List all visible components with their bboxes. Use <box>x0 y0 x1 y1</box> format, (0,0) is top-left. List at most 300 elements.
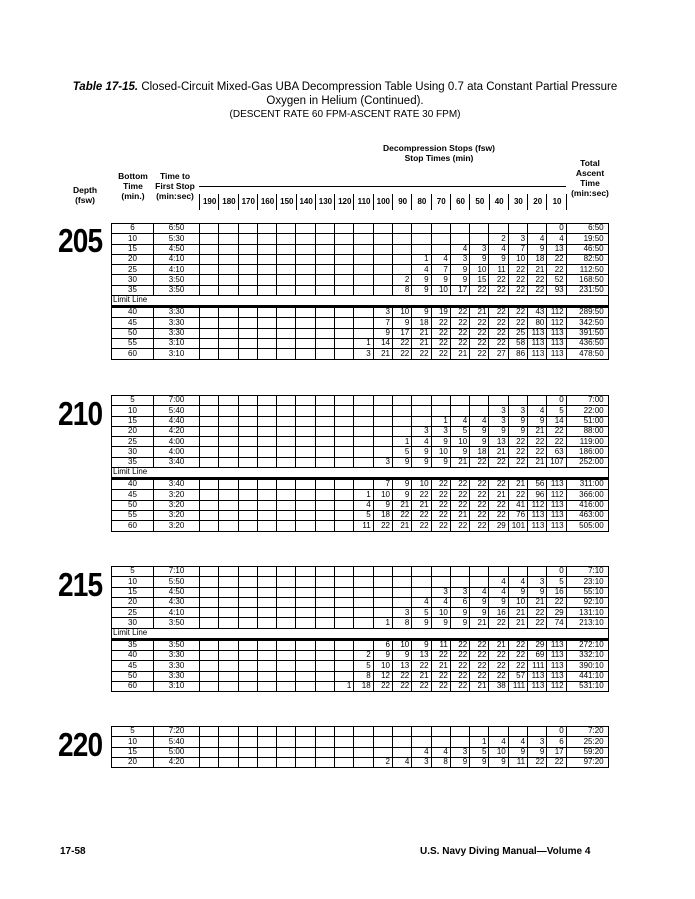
stop-time-cell: 18 <box>470 447 489 457</box>
stop-time-cell: 22 <box>470 500 489 510</box>
stop-time-cell: 9 <box>470 608 489 618</box>
depth-label: 220 <box>58 726 103 763</box>
stop-time-cell <box>335 587 354 597</box>
stop-time-cell <box>200 639 219 650</box>
stop-time-cell <box>373 597 392 607</box>
stop-time-cell <box>219 671 238 681</box>
first-stop-cell: 4:10 <box>154 254 200 264</box>
stop-time-cell <box>219 500 238 510</box>
stop-time-cell <box>257 587 276 597</box>
stop-time-cell <box>296 244 315 254</box>
total-ascent-cell: 441:10 <box>566 671 608 681</box>
table-row <box>112 500 609 510</box>
stop-time-cell <box>238 661 257 671</box>
stop-time-cell: 8 <box>392 618 411 628</box>
stop-time-cell: 86 <box>508 349 527 359</box>
stop-time-cell: 113 <box>547 338 566 348</box>
stop-time-cell <box>335 244 354 254</box>
first-stop-cell: 3:10 <box>154 349 200 359</box>
stop-time-cell <box>335 510 354 520</box>
stop-time-cell <box>200 396 219 406</box>
stop-time-cell: 2 <box>354 651 373 661</box>
stop-time-cell: 4 <box>508 737 527 747</box>
stop-time-cell <box>373 254 392 264</box>
stop-time-cell <box>354 426 373 436</box>
stop-time-cell: 4 <box>412 437 431 447</box>
stop-time-cell <box>296 651 315 661</box>
stop-time-cell: 9 <box>431 618 450 628</box>
stop-time-cell <box>296 577 315 587</box>
stop-time-cell <box>431 727 450 737</box>
first-stop-cell: 3:20 <box>154 510 200 520</box>
stop-time-cell <box>296 234 315 244</box>
stop-time-cell <box>412 737 431 747</box>
stop-time-cell <box>257 479 276 490</box>
stop-time-cell: 22 <box>547 265 566 275</box>
stop-time-cell <box>470 224 489 234</box>
stop-time-cell: 113 <box>547 500 566 510</box>
stop-time-cell: 22 <box>373 521 392 531</box>
total-ascent-cell: 55:10 <box>566 587 608 597</box>
stop-time-cell: 0 <box>547 567 566 577</box>
stop-time-cell: 9 <box>431 457 450 467</box>
stop-time-cell: 4 <box>431 747 450 757</box>
stop-time-cell <box>200 671 219 681</box>
stop-time-cell: 4 <box>450 244 469 254</box>
stop-time-cell: 22 <box>508 661 527 671</box>
stop-time-cell <box>315 426 334 436</box>
stop-time-cell <box>257 618 276 628</box>
stop-time-cell <box>412 406 431 416</box>
stop-time-cell <box>238 285 257 295</box>
table-row <box>112 234 609 244</box>
stop-header-130: 130 <box>315 194 335 210</box>
stop-time-cell <box>335 437 354 447</box>
stop-time-cell: 9 <box>508 587 527 597</box>
first-stop-cell: 3:40 <box>154 479 200 490</box>
stop-time-cell <box>257 747 276 757</box>
first-stop-cell: 3:40 <box>154 457 200 467</box>
stop-time-cell <box>296 597 315 607</box>
table-row <box>112 416 609 426</box>
stop-time-cell <box>200 244 219 254</box>
stop-time-cell: 17 <box>547 747 566 757</box>
stop-time-cell <box>238 737 257 747</box>
stop-time-cell <box>257 639 276 650</box>
stop-time-cell: 1 <box>335 681 354 691</box>
stop-time-cell <box>450 567 469 577</box>
stop-time-cell: 11 <box>354 521 373 531</box>
stop-time-cell <box>296 639 315 650</box>
stop-time-cell <box>412 416 431 426</box>
stop-time-cell <box>315 608 334 618</box>
stop-time-cell: 113 <box>528 349 547 359</box>
total-ascent-cell: 391:50 <box>566 328 608 338</box>
stop-time-cell <box>219 639 238 650</box>
stop-time-cell: 9 <box>489 254 508 264</box>
bottom-time-cell: 40 <box>112 651 154 661</box>
stop-time-cell <box>392 587 411 597</box>
stop-time-cell: 22 <box>528 618 547 628</box>
stop-time-cell: 22 <box>470 661 489 671</box>
first-stop-cell: 3:50 <box>154 639 200 650</box>
total-ascent-cell: 505:00 <box>566 521 608 531</box>
stop-time-cell <box>392 234 411 244</box>
stop-time-cell <box>373 416 392 426</box>
stop-time-cell: 22 <box>489 651 508 661</box>
stop-time-cell <box>354 757 373 767</box>
stop-time-cell: 22 <box>392 671 411 681</box>
stop-time-cell: 10 <box>431 447 450 457</box>
stop-time-cell <box>277 661 296 671</box>
stop-time-cell: 10 <box>431 608 450 618</box>
stop-time-cell <box>315 521 334 531</box>
stop-time-cell <box>392 244 411 254</box>
stop-time-cell <box>354 406 373 416</box>
stop-time-cell <box>296 757 315 767</box>
stop-time-cell <box>219 265 238 275</box>
stop-time-cell <box>238 618 257 628</box>
stop-time-cell: 101 <box>508 521 527 531</box>
stop-time-cell <box>315 285 334 295</box>
stop-time-cell <box>335 597 354 607</box>
stop-time-cell: 9 <box>392 318 411 328</box>
stop-time-cell <box>296 727 315 737</box>
bottom-time-cell: 30 <box>112 618 154 628</box>
stop-time-cell <box>238 681 257 691</box>
stop-time-cell: 22 <box>547 426 566 436</box>
stop-time-cell <box>373 587 392 597</box>
stop-time-cell: 112 <box>528 500 547 510</box>
stop-time-cell: 13 <box>392 661 411 671</box>
stop-time-cell <box>315 651 334 661</box>
total-ascent-cell: 119:00 <box>566 437 608 447</box>
first-stop-cell: 4:10 <box>154 265 200 275</box>
stop-time-cell <box>335 500 354 510</box>
stop-time-cell <box>315 244 334 254</box>
header-stops-title: Decompression Stops (fsw) Stop Times (min) <box>383 143 495 163</box>
stop-time-cell <box>257 437 276 447</box>
stop-time-cell <box>200 234 219 244</box>
stop-time-cell: 29 <box>528 639 547 650</box>
stop-time-cell <box>200 757 219 767</box>
first-stop-cell: 4:00 <box>154 437 200 447</box>
header-bottom-time: Bottom Time (min.) <box>118 171 148 201</box>
stop-time-cell <box>335 396 354 406</box>
stop-time-cell <box>277 318 296 328</box>
stop-time-cell <box>238 521 257 531</box>
bottom-time-cell: 50 <box>112 328 154 338</box>
title-line-3: (DESCENT RATE 60 FPM-ASCENT RATE 30 FPM) <box>229 109 461 120</box>
first-stop-cell: 7:10 <box>154 567 200 577</box>
stop-time-cell: 16 <box>547 587 566 597</box>
stop-time-cell <box>219 577 238 587</box>
stop-time-cell: 111 <box>508 681 527 691</box>
stop-time-cell: 22 <box>547 437 566 447</box>
stop-time-cell <box>238 577 257 587</box>
stop-time-cell <box>238 490 257 500</box>
stop-time-cell <box>238 671 257 681</box>
stop-time-cell <box>296 254 315 264</box>
stop-time-cell <box>315 577 334 587</box>
stop-time-cell <box>219 727 238 737</box>
stop-time-cell <box>354 608 373 618</box>
stop-time-cell <box>450 234 469 244</box>
stop-time-cell <box>200 651 219 661</box>
stop-time-cell <box>238 639 257 650</box>
stop-time-cell <box>277 426 296 436</box>
stop-time-cell <box>200 328 219 338</box>
table-row <box>112 757 609 767</box>
stop-time-cell: 4 <box>412 597 431 607</box>
stop-time-cell: 4 <box>431 597 450 607</box>
stop-time-cell <box>219 307 238 318</box>
stop-time-cell: 5 <box>354 661 373 671</box>
stop-time-cell <box>431 234 450 244</box>
stop-time-cell <box>354 307 373 318</box>
stop-time-cell <box>373 437 392 447</box>
table-row <box>112 490 609 500</box>
stop-time-cell: 5 <box>450 426 469 436</box>
stop-time-cell <box>219 406 238 416</box>
stop-time-cell <box>431 737 450 747</box>
stop-time-cell: 9 <box>373 651 392 661</box>
stop-time-cell: 22 <box>508 307 527 318</box>
stop-time-cell <box>296 737 315 747</box>
total-ascent-cell: 82:50 <box>566 254 608 264</box>
stop-time-cell: 22 <box>392 349 411 359</box>
stop-time-cell: 0 <box>547 727 566 737</box>
stop-time-cell: 22 <box>392 510 411 520</box>
stop-time-cell <box>450 224 469 234</box>
first-stop-cell: 5:50 <box>154 577 200 587</box>
stop-time-cell <box>335 447 354 457</box>
stop-time-cell: 58 <box>508 338 527 348</box>
bottom-time-cell: 60 <box>112 521 154 531</box>
stop-time-cell <box>470 727 489 737</box>
stop-time-cell <box>277 224 296 234</box>
stop-time-cell <box>200 510 219 520</box>
stop-time-cell: 113 <box>528 328 547 338</box>
stop-time-cell: 4 <box>528 406 547 416</box>
stop-time-cell <box>296 521 315 531</box>
stop-time-cell <box>296 406 315 416</box>
stop-time-cell <box>277 328 296 338</box>
stop-time-cell <box>296 490 315 500</box>
stop-time-cell <box>315 618 334 628</box>
stop-header-110: 110 <box>353 194 373 210</box>
bottom-time-cell: 20 <box>112 426 154 436</box>
stop-time-cell <box>315 234 334 244</box>
stop-time-cell: 52 <box>547 275 566 285</box>
limit-line-label: Limit Line <box>112 468 609 479</box>
stop-time-cell <box>219 661 238 671</box>
manual-title: U.S. Navy Diving Manual—Volume 4 <box>420 846 591 857</box>
total-ascent-cell: 332:10 <box>566 651 608 661</box>
stop-time-cell <box>238 416 257 426</box>
stop-time-cell <box>315 307 334 318</box>
stop-time-cell <box>277 490 296 500</box>
first-stop-cell: 3:20 <box>154 521 200 531</box>
stop-time-cell <box>335 661 354 671</box>
first-stop-cell: 3:50 <box>154 285 200 295</box>
stop-time-cell <box>277 437 296 447</box>
stop-time-cell <box>238 587 257 597</box>
stop-time-cell <box>315 224 334 234</box>
stop-time-cell <box>257 577 276 587</box>
stop-time-cell <box>335 567 354 577</box>
stop-time-cell <box>335 338 354 348</box>
total-ascent-cell: 272:10 <box>566 639 608 650</box>
stop-time-cell <box>373 426 392 436</box>
stop-time-cell <box>296 661 315 671</box>
stop-time-cell: 22 <box>489 510 508 520</box>
stop-time-cell <box>373 244 392 254</box>
stop-time-cell: 22 <box>450 490 469 500</box>
stop-time-cell: 22 <box>470 318 489 328</box>
stop-header-rule <box>199 186 566 187</box>
stop-time-cell: 9 <box>412 618 431 628</box>
stop-time-cell: 9 <box>508 426 527 436</box>
stop-time-cell: 0 <box>547 396 566 406</box>
stop-time-cell: 21 <box>508 479 527 490</box>
stop-time-cell <box>200 597 219 607</box>
table-row <box>112 224 609 234</box>
stop-time-cell: 9 <box>412 639 431 650</box>
stop-time-cell: 22 <box>508 437 527 447</box>
stop-time-cell <box>392 416 411 426</box>
stop-time-cell <box>296 500 315 510</box>
stop-time-cell <box>470 234 489 244</box>
stop-time-cell: 9 <box>392 479 411 490</box>
stop-time-cell: 3 <box>470 244 489 254</box>
stop-header-100: 100 <box>373 194 393 210</box>
stop-time-cell <box>257 447 276 457</box>
stop-time-cell <box>315 510 334 520</box>
stop-time-cell <box>257 416 276 426</box>
stop-time-cell: 9 <box>470 597 489 607</box>
stop-time-cell: 19 <box>431 307 450 318</box>
first-stop-cell: 5:40 <box>154 737 200 747</box>
stop-time-cell: 113 <box>528 510 547 520</box>
stop-time-cell: 3 <box>431 587 450 597</box>
stop-time-cell: 112 <box>547 490 566 500</box>
stop-time-cell <box>238 500 257 510</box>
total-ascent-cell: 88:00 <box>566 426 608 436</box>
stop-time-cell: 22 <box>470 479 489 490</box>
stop-time-cell <box>315 328 334 338</box>
stop-time-cell <box>431 577 450 587</box>
stop-time-cell <box>296 396 315 406</box>
stop-time-cell <box>335 416 354 426</box>
stop-time-cell <box>238 234 257 244</box>
bottom-time-cell: 20 <box>112 597 154 607</box>
decompression-table-section <box>111 395 609 532</box>
stop-time-cell: 22 <box>431 651 450 661</box>
stop-time-cell: 13 <box>547 244 566 254</box>
stop-time-cell <box>200 318 219 328</box>
stop-time-cell: 21 <box>508 618 527 628</box>
stop-time-cell: 21 <box>470 307 489 318</box>
stop-time-cell <box>296 608 315 618</box>
stop-time-cell <box>200 608 219 618</box>
stop-time-cell: 4 <box>470 416 489 426</box>
first-stop-cell: 3:20 <box>154 500 200 510</box>
stop-time-cell <box>200 577 219 587</box>
limit-line-label: Limit Line <box>112 296 609 307</box>
stop-time-cell: 21 <box>528 597 547 607</box>
stop-time-cell: 22 <box>489 285 508 295</box>
table-row <box>112 597 609 607</box>
stop-time-cell: 11 <box>431 639 450 650</box>
stop-header-10: 10 <box>546 194 566 210</box>
stop-time-cell: 113 <box>547 661 566 671</box>
stop-time-cell: 9 <box>470 254 489 264</box>
stop-time-cell <box>335 328 354 338</box>
table-row <box>112 396 609 406</box>
stop-time-cell: 4 <box>392 757 411 767</box>
total-ascent-cell: 7:00 <box>566 396 608 406</box>
stop-time-cell <box>315 396 334 406</box>
title-line-1: Closed-Circuit Mixed-Gas UBA Decompression Table Using 0.7 ata Constant Partial Pressure <box>138 81 618 93</box>
stop-time-cell <box>219 490 238 500</box>
first-stop-cell: 7:20 <box>154 727 200 737</box>
stop-time-cell: 22 <box>528 757 547 767</box>
first-stop-cell: 5:00 <box>154 747 200 757</box>
stop-time-cell <box>200 618 219 628</box>
stop-time-cell <box>354 447 373 457</box>
stop-time-cell: 9 <box>450 265 469 275</box>
stop-time-cell: 10 <box>373 490 392 500</box>
stop-time-cell <box>354 234 373 244</box>
stop-time-cell: 9 <box>470 757 489 767</box>
stop-time-cell <box>296 587 315 597</box>
stop-time-cell <box>354 318 373 328</box>
stop-time-cell: 3 <box>431 426 450 436</box>
stop-time-cell: 21 <box>489 490 508 500</box>
stop-time-cell <box>277 349 296 359</box>
stop-time-cell: 22 <box>470 651 489 661</box>
stop-time-cell: 22 <box>412 490 431 500</box>
bottom-time-cell: 25 <box>112 437 154 447</box>
stop-time-cell <box>335 234 354 244</box>
stop-time-cell <box>470 577 489 587</box>
stop-header-120: 120 <box>334 194 354 210</box>
stop-time-cell: 21 <box>528 457 547 467</box>
bottom-time-cell: 10 <box>112 577 154 587</box>
first-stop-cell: 6:50 <box>154 224 200 234</box>
stop-time-cell <box>200 349 219 359</box>
stop-time-cell <box>257 681 276 691</box>
stop-time-cell <box>392 597 411 607</box>
stop-time-cell <box>354 396 373 406</box>
stop-time-cell <box>238 275 257 285</box>
stop-time-cell: 22 <box>489 275 508 285</box>
bottom-time-cell: 15 <box>112 587 154 597</box>
stop-time-cell <box>277 727 296 737</box>
stop-time-cell: 3 <box>450 747 469 757</box>
stop-time-cell: 22 <box>450 671 469 681</box>
stop-header-170: 170 <box>238 194 258 210</box>
table-row <box>112 426 609 436</box>
stop-time-cell <box>219 338 238 348</box>
stop-time-cell: 113 <box>547 671 566 681</box>
stop-time-cell: 9 <box>431 437 450 447</box>
total-ascent-cell: 7:20 <box>566 727 608 737</box>
stop-time-cell: 21 <box>412 328 431 338</box>
stop-time-cell: 21 <box>392 521 411 531</box>
stop-time-cell: 22 <box>450 318 469 328</box>
